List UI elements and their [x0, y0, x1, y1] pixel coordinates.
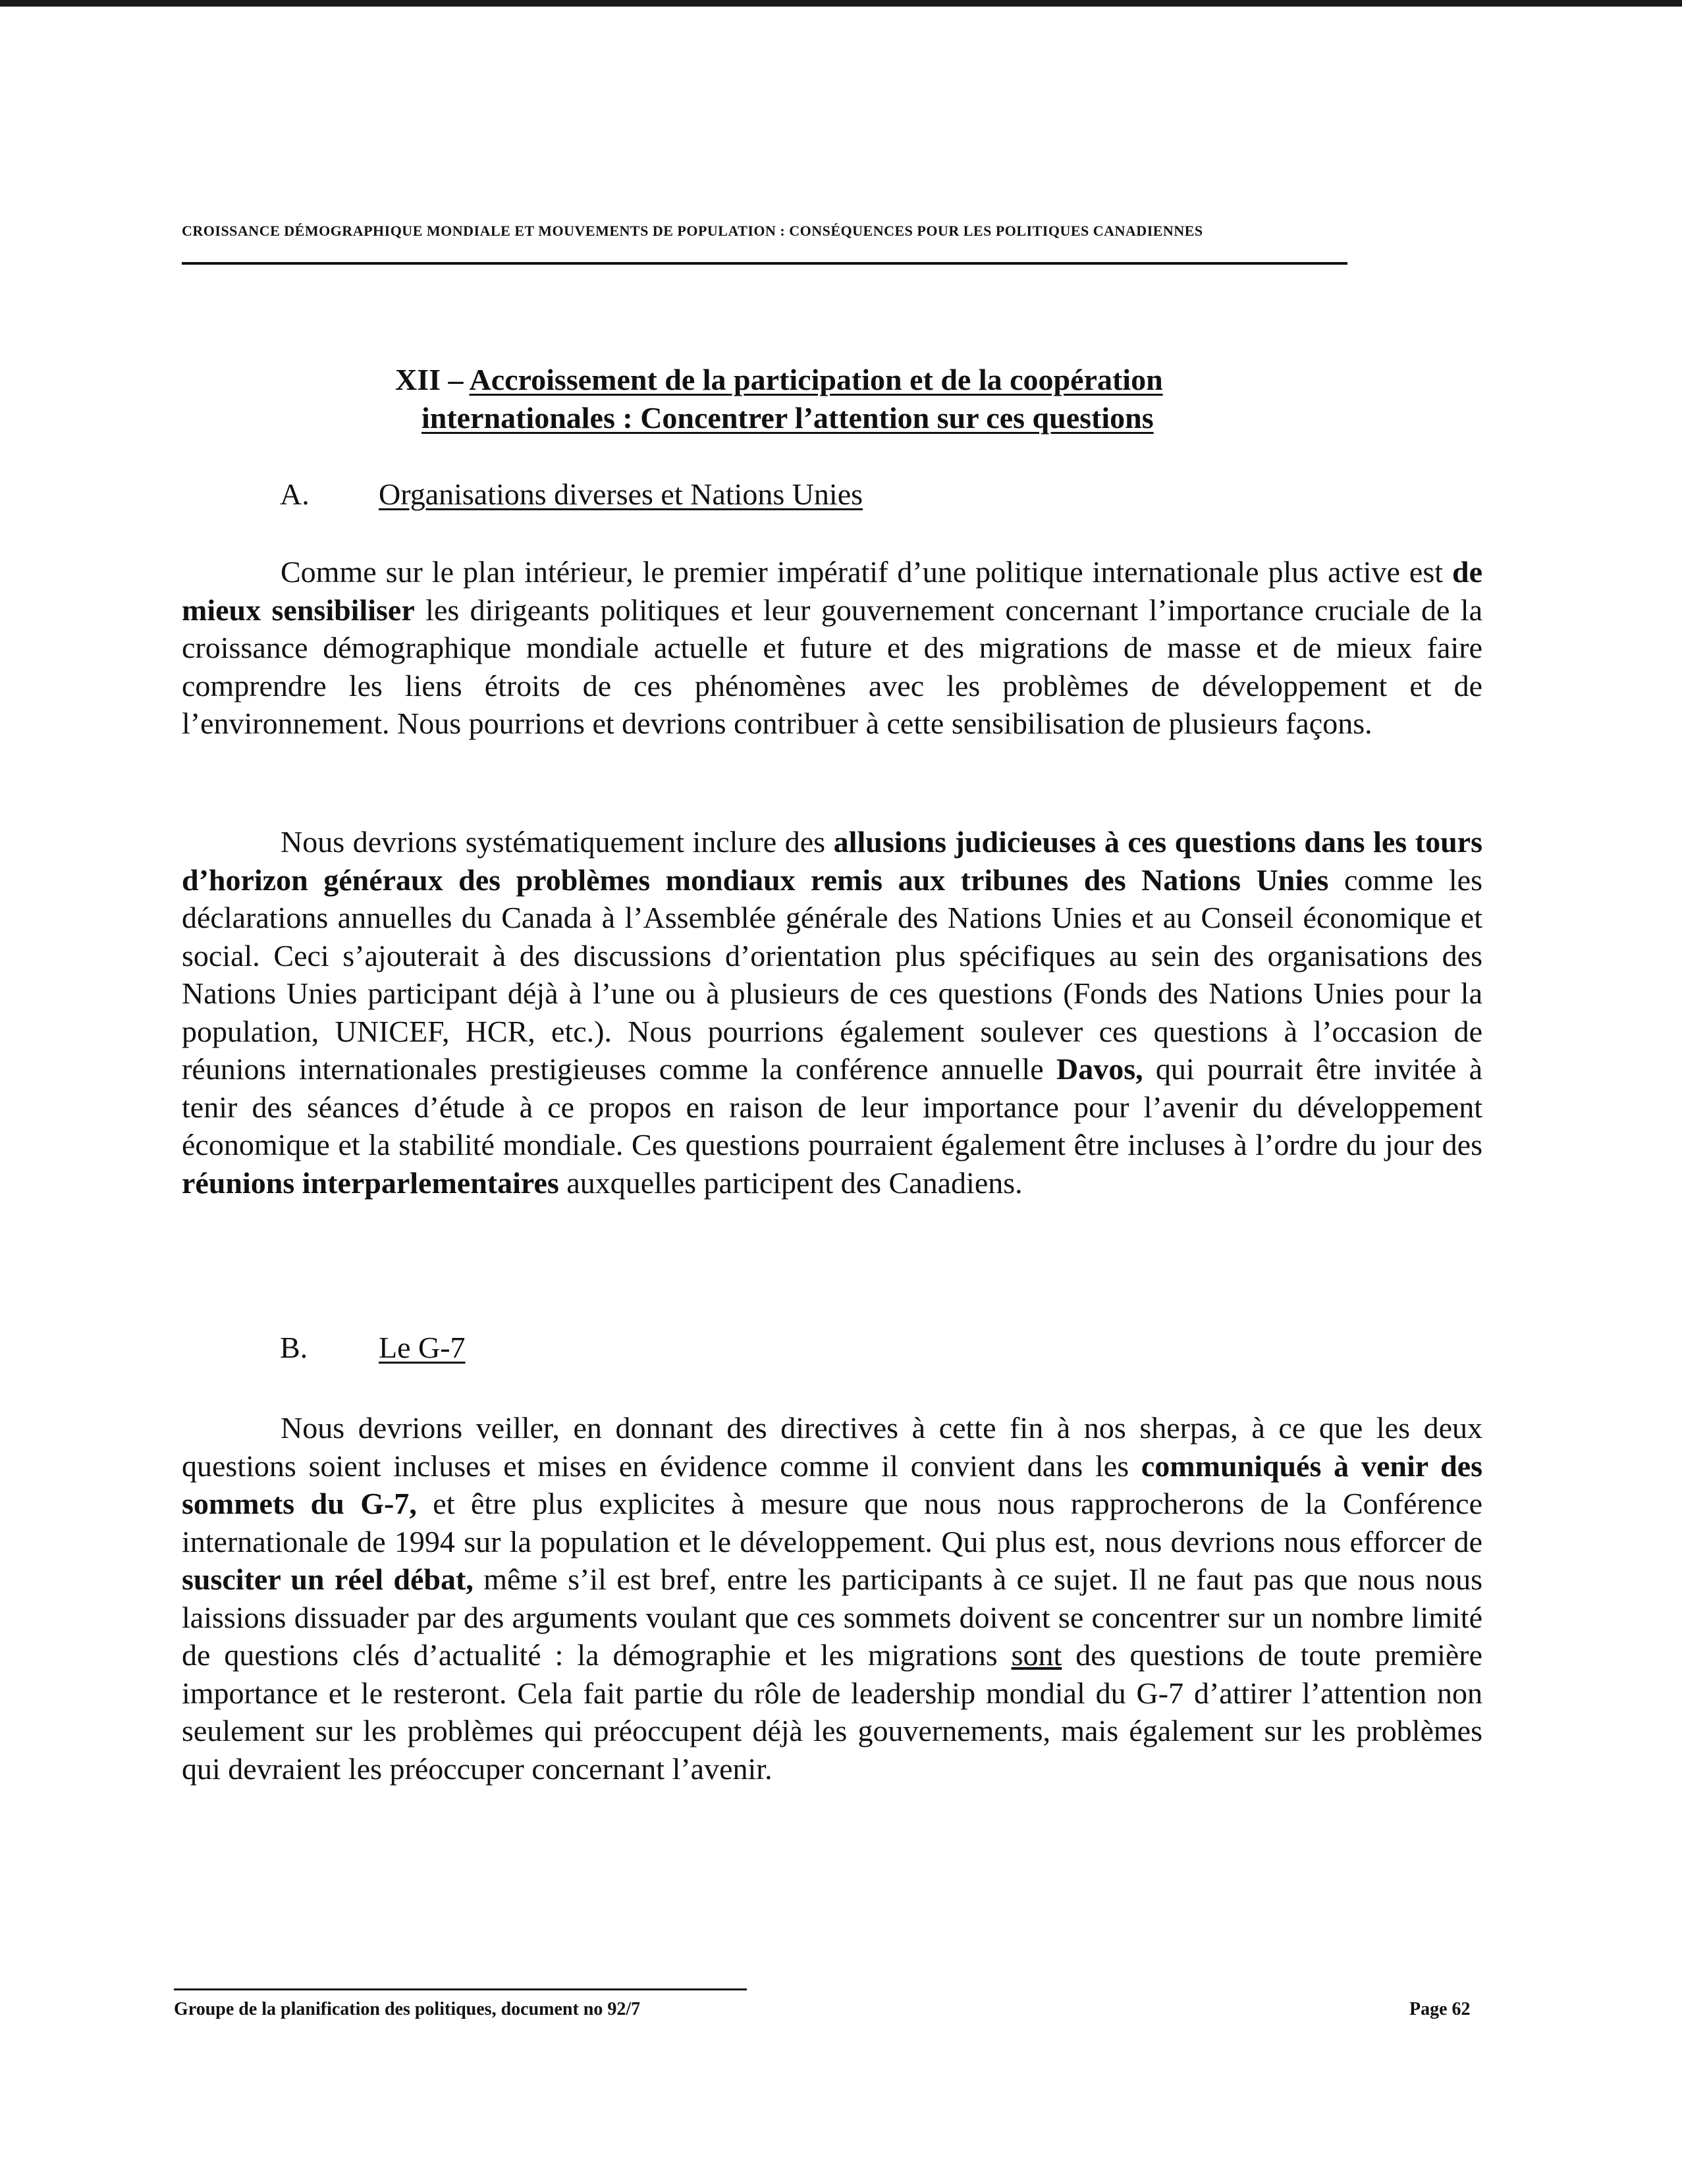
emphasized-text: réunions interparlementaires [182, 1165, 559, 1200]
subsection-a-letter: A. [280, 477, 310, 511]
paragraph-text: comme les déclarations annuelles du Canada à l’Assemblée générale des Nations Unies et au Conseil économique et social. Ceci s’ajouterait à des discussions d’orientation plus spécifiques au sein des organisations des Nations Unies participant déjà à l’une ou à plusieurs de ces questions (Fonds des Nations Unies pour la population, UNICEF, HCR, etc.). Nous pourrions également soulever ces questions à l’occasion de réunions internationales prestigieuses comme la conférence annuelle [182, 863, 1482, 1086]
paragraph-text: auxquelles participent des Canadiens. [558, 1165, 1023, 1200]
footer-rule [174, 1988, 747, 1990]
subsection-b-title: Le G-7 [379, 1331, 466, 1364]
section-number: XII [395, 363, 441, 396]
paragraph-text: Comme sur le plan intérieur, le premier impératif d’une politique internationale plus active est [281, 555, 1452, 589]
emphasized-text: susciter un réel débat, [182, 1562, 474, 1596]
subsection-b-letter: B. [280, 1331, 308, 1364]
subsection-b-heading [280, 1329, 466, 1367]
header-rule [182, 262, 1347, 265]
paragraph-text: des questions de toute première importance et le resteront. Cela fait partie du rôle de leadership mondial du G-7 d’attirer l’attention non seulement sur les problèmes qui préoccupent déjà les gouvernements, mais également sur les problèmes qui devraient les préoccuper concernant l’avenir. [182, 1638, 1482, 1786]
paragraph-text: même s’il est bref, entre les participants à ce sujet. Il ne faut pas que nous nous laissions dissuader par des arguments voulant que ces sommets doivent se concentrer sur un nombre limité de questions clés d’actualité : la démographie et les migrations [182, 1562, 1482, 1672]
emphasized-text: de mieux sensibiliser [182, 555, 1482, 627]
paragraph [182, 553, 1482, 743]
emphasized-text: Davos, [1056, 1052, 1143, 1086]
emphasized-text: communiqués à venir des sommets du G-7, [182, 1449, 1482, 1520]
section-title-line2: internationales : Concentrer l’attention sur ces questions [421, 401, 1154, 435]
section-title-line1: Accroissement de la participation et de la coopération [469, 363, 1163, 396]
section-dash: – [441, 363, 470, 396]
subsection-a-heading [280, 475, 863, 514]
subsection-a-title: Organisations diverses et Nations Unies [379, 477, 863, 511]
top-border [0, 0, 1682, 7]
paragraph [182, 1409, 1482, 1788]
paragraph-text: et être plus explicites à mesure que nous nous rapprocherons de la Conférence internationale de 1994 sur la population et le développement. Qui plus est, nous devrions nous efforcer de [182, 1487, 1482, 1558]
paragraph [182, 823, 1482, 1202]
paragraph-text: Nous devrions veiller, en donnant des directives à cette fin à nos sherpas, à ce que les deux questions soient incluses et mises en évidence comme il convient dans les [182, 1411, 1482, 1483]
footer-document-ref: Groupe de la planification des politiques, document no 92/7 [174, 1999, 641, 2019]
paragraph-text: Nous devrions systématiquement inclure des [281, 825, 834, 859]
running-header: CROISSANCE DÉMOGRAPHIQUE MONDIALE ET MOUVEMENTS DE POPULATION : CONSÉQUENCES POUR LES POLITIQUES CANADIENNES [182, 223, 1203, 239]
page-number: Page 62 [1409, 1999, 1471, 2019]
section-title [395, 361, 1317, 437]
paragraph-text: les dirigeants politiques et leur gouvernement concernant l’importance cruciale de la croissance démographique mondiale actuelle et future et des migrations de masse et de mieux faire comprendre les liens étroits de ces phénomènes avec les problèmes de développement et de l’environnement. Nous pourrions et devrions contribuer à cette sensibilisation de plusieurs façons. [182, 593, 1483, 740]
emphasized-text: allusions judicieuses à ces questions dans les tours d’horizon généraux des problèmes mondiaux remis aux tribunes des Nations Unies [182, 825, 1482, 897]
underlined-text: sont [1011, 1638, 1062, 1672]
paragraph-text: qui pourrait être invitée à tenir des séances d’étude à ce propos en raison de leur importance pour l’avenir du développement économique et la stabilité mondiale. Ces questions pourraient également être incluses à l’ordre du jour des [182, 1052, 1483, 1161]
